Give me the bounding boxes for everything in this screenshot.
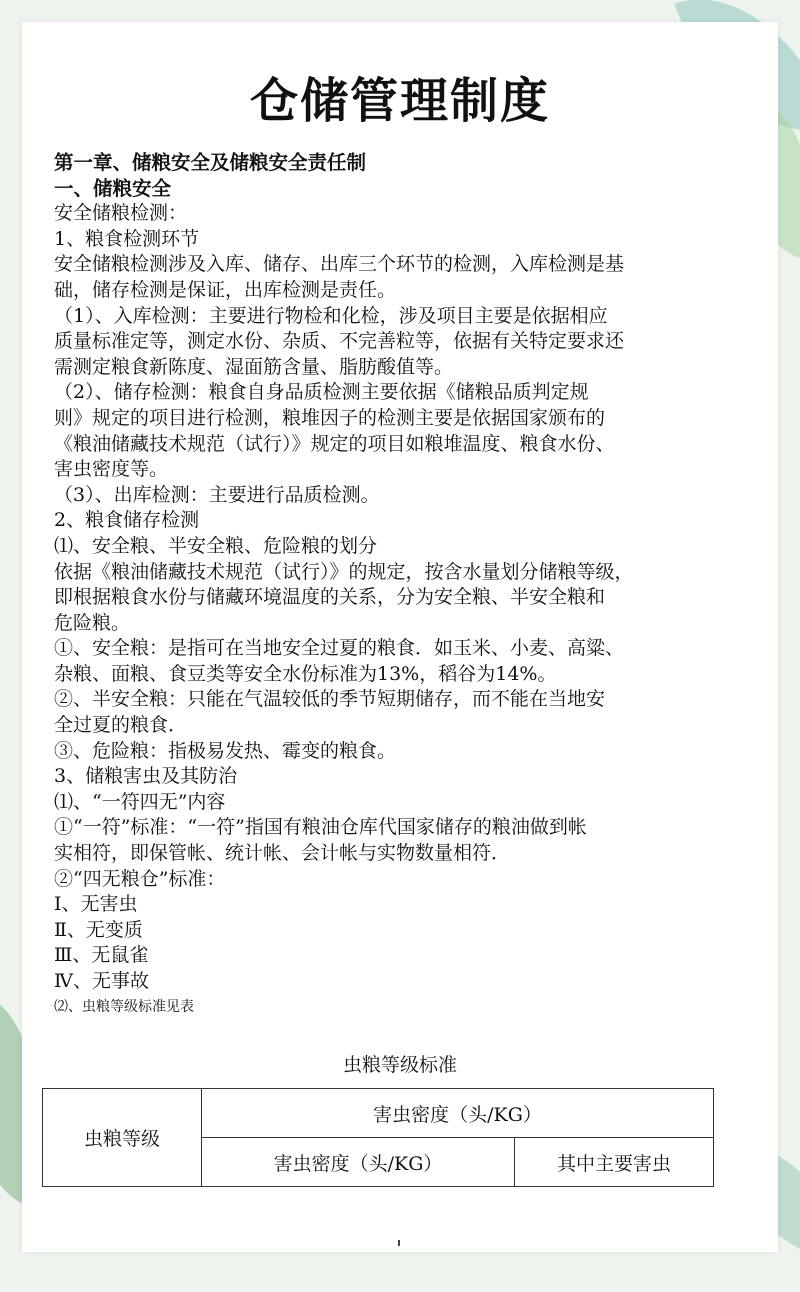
document-page	[22, 22, 778, 1252]
body-line: ②“四无粮仓”标准：	[54, 867, 226, 890]
table-caption: 虫粮等级标准	[342, 1054, 457, 1076]
table-header-grade: 虫粮等级	[43, 1089, 202, 1187]
body-line: 实相符，即保管帐、统计帐、会计帐与实物数量相符．	[54, 842, 511, 865]
page-marker	[398, 1240, 400, 1246]
section-heading: 一、储粮安全	[54, 176, 172, 200]
body-line: Ⅲ、无鼠雀	[54, 944, 149, 967]
body-line: ②、半安全粮：只能在气温较低的季节短期储存，而不能在当地安	[54, 688, 606, 711]
body-line: 全过夏的粮食．	[54, 714, 188, 737]
body-line: ③、危险粮：指极易发热、霉变的粮食。	[54, 739, 397, 762]
body-line: 1、粮食检测环节	[54, 227, 200, 250]
document-title: 仓储管理制度	[249, 73, 550, 129]
body-line: 则》规定的项目进行检测，粮堆因子的检测主要是依据国家颁布的	[54, 406, 606, 429]
body-line: 危险粮。	[54, 611, 131, 634]
body-line: （3）、出库检测：主要进行品质检测。	[54, 483, 380, 506]
table-header-density: 害虫密度（头/KG）	[202, 1138, 515, 1187]
insect-grade-table	[42, 1088, 714, 1187]
section-heading: 第一章、储粮安全及储粮安全责任制	[54, 151, 367, 174]
body-line: Ⅰ、无害虫	[54, 893, 138, 916]
body-line: Ⅳ、无事故	[54, 970, 149, 992]
body-line: 础，储存检测是保证，出库检测是责任。	[54, 278, 397, 301]
body-line: （2）、储存检测：粮食自身品质检测主要依据《储粮品质判定规	[54, 381, 589, 404]
body-line: 质量标准定等，测定水份、杂质、不完善粒等，依据有关特定要求还	[54, 330, 625, 353]
table-header-main-pests: 其中主要害虫	[515, 1138, 714, 1187]
table-header-density-group: 害虫密度（头/KG）	[202, 1089, 714, 1138]
body-line: 3、储粮害虫及其防治	[54, 765, 238, 788]
body-line: 杂粮、面粮、食豆类等安全水份标准为13%，稻谷为14%。	[54, 662, 557, 685]
body-line: 安全储粮检测涉及入库、储存、出库三个环节的检测，入库检测是基	[54, 253, 625, 276]
body-line: 依据《粮油储藏技术规范（试行）》的规定，按含水量划分储粮等级，	[54, 560, 634, 583]
body-line: 2、粮食储存检测	[54, 509, 200, 532]
body-line: ①“一符”标准：“一符”指国有粮油仓库代国家储存的粮油做到帐	[54, 816, 587, 839]
body-line: ⑴、安全粮、半安全粮、危险粮的划分	[54, 534, 378, 557]
body-line: 害虫密度等。	[54, 458, 169, 481]
body-line: 需测定粮食新陈度、湿面筋含量、脂肪酸值等。	[54, 355, 454, 378]
body-line: （1）、入库检测：主要进行物检和化检，涉及项目主要是依据相应	[54, 304, 608, 327]
body-line: ⑴、“一符四无”内容	[54, 790, 226, 813]
body-line: 安全储粮检测：	[54, 202, 188, 225]
table-row	[43, 1089, 714, 1138]
body-line: Ⅱ、无变质	[54, 918, 143, 941]
body-line: ①、安全粮：是指可在当地安全过夏的粮食．如玉米、小麦、高粱、	[54, 637, 625, 660]
body-line: 即根据粮食水份与储藏环境温度的关系，分为安全粮、半安全粮和	[54, 586, 606, 609]
body-line: 《粮油储藏技术规范（试行）》规定的项目如粮堆温度、粮食水份、	[54, 432, 615, 455]
document-body	[54, 150, 766, 1020]
body-line: ⑵、虫粮等级标准见表	[54, 998, 194, 1015]
